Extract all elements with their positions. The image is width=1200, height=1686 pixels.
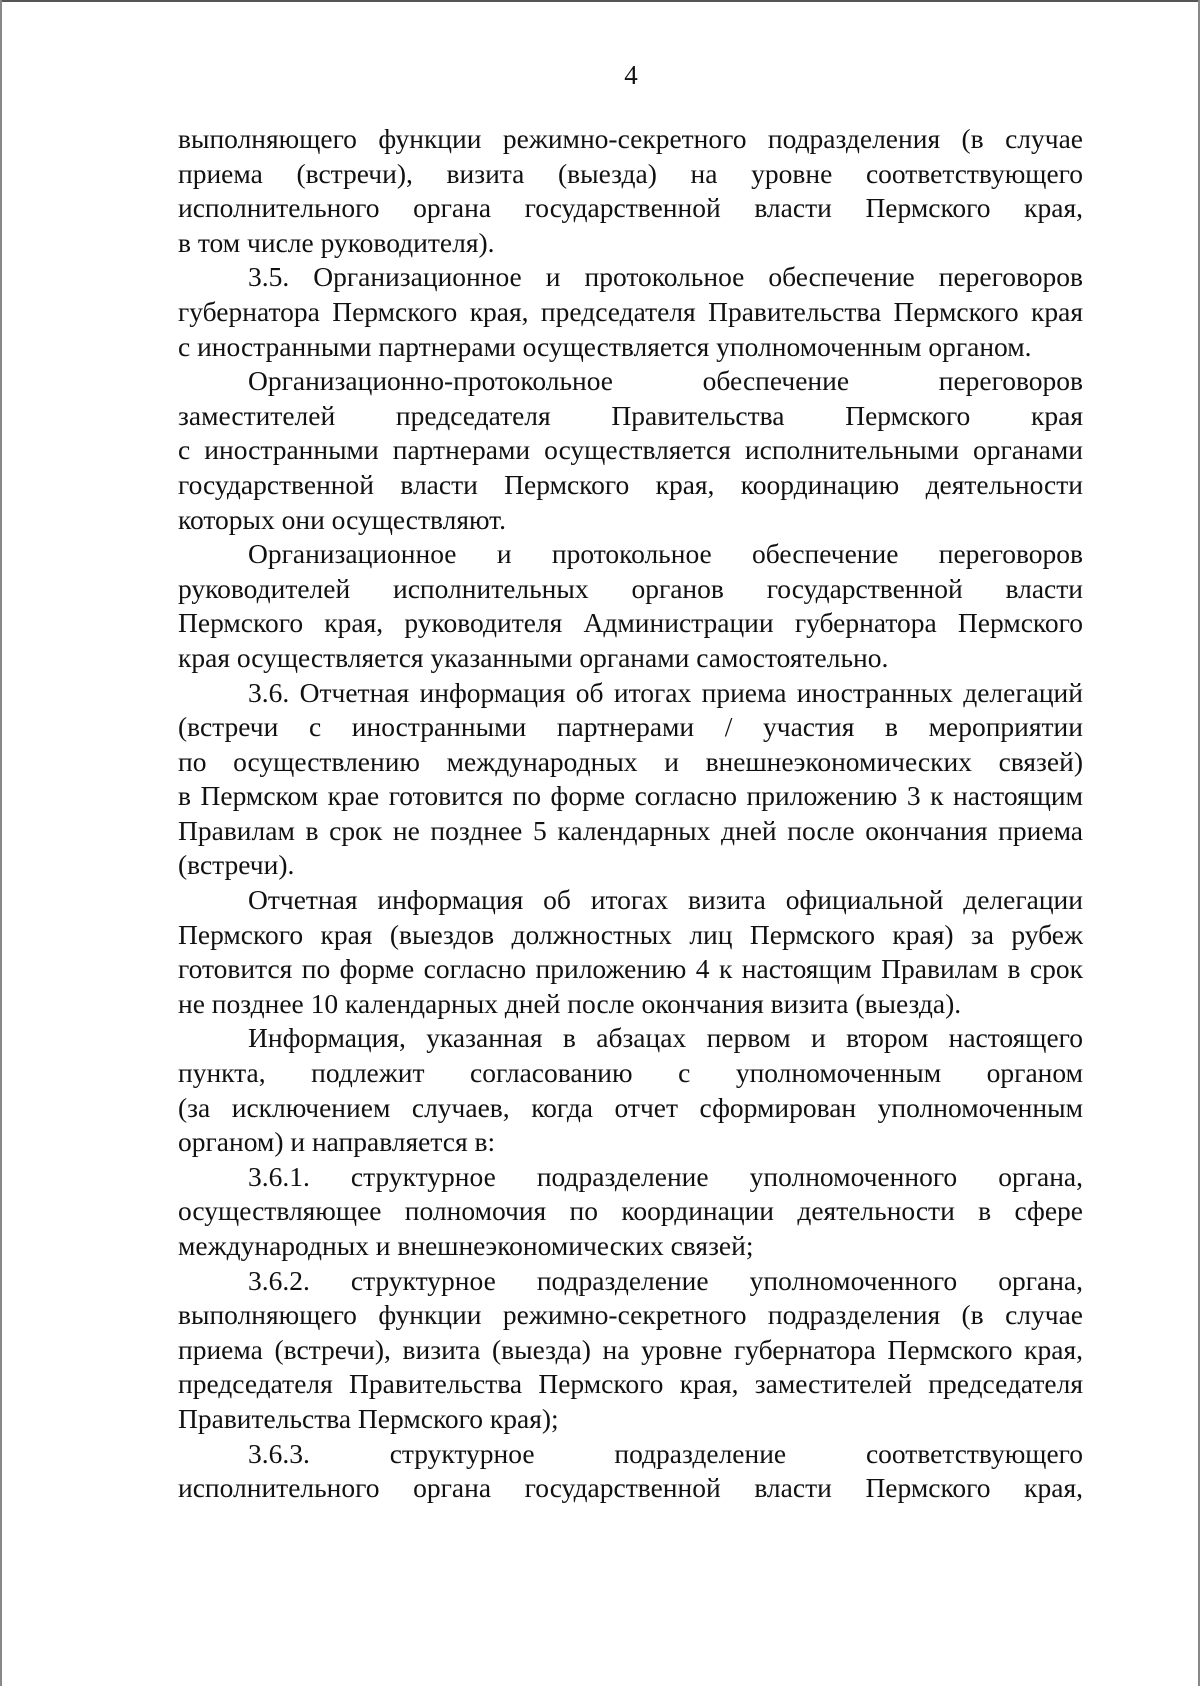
text-line: приема (встречи), визита (выезда) на уровне губернатора Пермского края, <box>178 1333 1083 1365</box>
text-line: исполнительного органа государственной власти Пермского края, <box>178 192 1083 224</box>
text-line: готовится по форме согласно приложению 4 к настоящим Правилам в срок <box>178 953 1083 985</box>
text-line: руководителей исполнительных органов государственной власти <box>178 572 1083 604</box>
text-line: председателя Правительства Пермского края, заместителей председателя <box>178 1368 1083 1400</box>
document-body <box>178 122 1083 1506</box>
text-line: международных и внешнеэкономических связей; <box>178 1230 754 1261</box>
text-line: выполняющего функции режимно-секретного подразделения (в случае <box>178 123 1083 154</box>
text-line: 3.6.1. структурное подразделение уполномоченного органа, <box>248 1160 1083 1192</box>
text-line: не позднее 10 календарных дней после окончания визита (выезда). <box>178 987 962 1019</box>
text-line: по осуществлению международных и внешнеэкономических связей) <box>178 745 1083 777</box>
scan-border-left <box>0 0 2 1686</box>
paragraph <box>178 1437 1083 1506</box>
text-line: исполнительного органа государственной власти Пермского края, <box>178 1472 1083 1504</box>
paragraph <box>178 260 1083 364</box>
page-number: 4 <box>624 60 638 90</box>
text-line: Правительства Пермского края); <box>178 1402 559 1434</box>
text-line: осуществляющее полномочия по координации деятельности в сфере <box>178 1195 1083 1227</box>
text-line: Организационно-протокольное обеспечение переговоров <box>248 365 1083 397</box>
text-line: с иностранными партнерами осуществляется исполнительными органами <box>178 434 1083 466</box>
paragraph <box>178 1021 1083 1159</box>
text-line: пункта, подлежит согласованию с уполномоченным органом <box>178 1057 1083 1089</box>
text-line: Отчетная информация об итогах визита официальной делегации <box>248 884 1083 916</box>
paragraph <box>178 1160 1083 1264</box>
scan-border-top <box>0 0 1200 2</box>
text-line: Правилам в срок не позднее 5 календарных дней после окончания приема <box>178 814 1083 846</box>
text-line: государственной власти Пермского края, координацию деятельности <box>178 468 1083 500</box>
paragraph <box>178 676 1083 884</box>
text-line: 3.5. Организационное и протокольное обеспечение переговоров <box>248 261 1083 293</box>
text-line: Пермского края (выездов должностных лиц Пермского края) за рубеж <box>178 918 1083 950</box>
text-line: с иностранными партнерами осуществляется уполномоченным органом. <box>178 330 1032 362</box>
text-line: выполняющего функции режимно-секретного подразделения (в случае <box>178 1299 1083 1331</box>
text-line: (встречи). <box>178 849 295 881</box>
text-line: в том числе руководителя). <box>178 226 495 258</box>
text-line: 3.6. Отчетная информация об итогах приема иностранных делегаций <box>248 676 1083 708</box>
text-line: губернатора Пермского края, председателя Правительства Пермского края <box>178 295 1083 327</box>
text-line: (за исключением случаев, когда отчет сформирован уполномоченным <box>178 1091 1083 1123</box>
paragraph <box>178 122 1083 260</box>
text-line: которых они осуществляют. <box>178 503 506 535</box>
text-line: 3.6.2. структурное подразделение уполномоченного органа, <box>248 1264 1083 1296</box>
paragraph <box>178 1264 1083 1437</box>
text-line: Информация, указанная в абзацах первом и втором настоящего <box>248 1022 1083 1054</box>
text-line: в Пермском крае готовится по форме согласно приложению 3 к настоящим <box>178 780 1083 812</box>
text-line: 3.6.3. структурное подразделение соответствующего <box>248 1437 1083 1469</box>
text-line: края осуществляется указанными органами самостоятельно. <box>178 641 889 673</box>
text-line: заместителей председателя Правительства Пермского края <box>178 399 1083 431</box>
text-line: Пермского края, руководителя Администрации губернатора Пермского <box>178 607 1083 639</box>
paragraph <box>178 537 1083 675</box>
text-line: Организационное и протокольное обеспечение переговоров <box>248 538 1083 570</box>
text-line: органом) и направляется в: <box>178 1126 496 1158</box>
text-line: приема (встречи), визита (выезда) на уровне соответствующего <box>178 157 1083 189</box>
paragraph <box>178 883 1083 1021</box>
paragraph <box>178 364 1083 537</box>
text-line: (встречи с иностранными партнерами / участия в мероприятии <box>178 711 1083 743</box>
